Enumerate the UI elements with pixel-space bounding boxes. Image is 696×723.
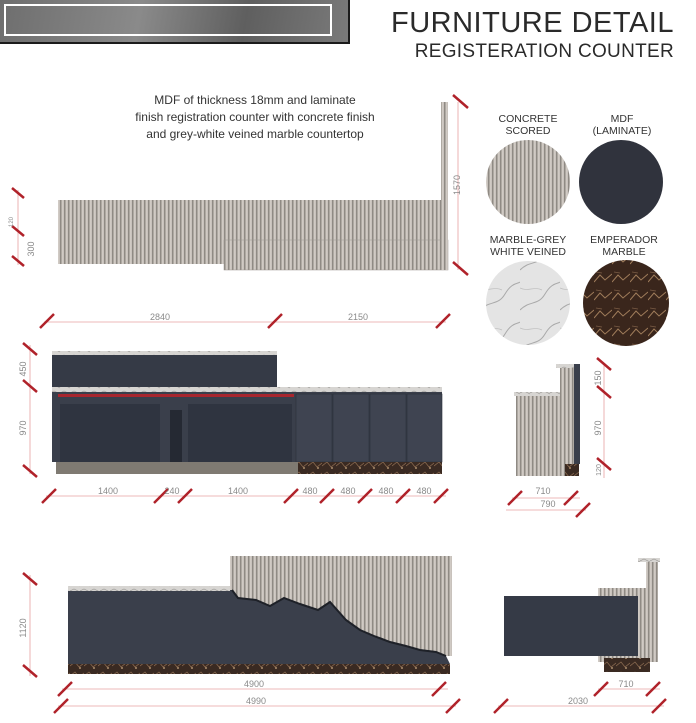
dim-front-span-1: 1400 — [97, 486, 119, 496]
dim-plan-height: 1570 — [452, 174, 462, 196]
front-plinth-concrete — [56, 462, 298, 474]
swatch-concrete — [486, 140, 570, 224]
dim-side-perspective-b: 2030 — [567, 696, 589, 706]
dim-side-perspective-a: 710 — [618, 679, 634, 689]
front-countertop — [52, 387, 442, 392]
dim-perspective-height: 1120 — [18, 618, 28, 638]
front-upper-panel — [52, 355, 277, 388]
front-plinth-marble — [298, 462, 442, 474]
material-description: MDF of thickness 18mm and laminate finish registration counter with concrete finish and grey-white veined marble countertop — [135, 93, 375, 141]
dim-side-mid: 970 — [593, 420, 603, 436]
dim-front-span-4: 480 — [302, 486, 318, 496]
dim-front-span-7: 480 — [416, 486, 432, 496]
perspective-plinth — [68, 664, 450, 674]
plan-concrete-low — [224, 240, 448, 270]
page-title: FURNITURE DETAIL — [391, 7, 674, 39]
label-marble: MARBLE-GREY WHITE VEINED — [489, 234, 567, 258]
dim-front-span-3: 1400 — [227, 486, 249, 496]
plan-view — [9, 95, 468, 328]
label-concrete: CONCRETE SCORED — [498, 113, 558, 137]
dim-side-w2: 790 — [540, 499, 556, 509]
dim-front-span-6: 480 — [378, 486, 394, 496]
side-perspective — [494, 558, 666, 713]
label-emperador: EMPERADOR MARBLE — [590, 234, 658, 258]
front-elevation — [18, 343, 448, 503]
dim-perspective-inner: 4900 — [243, 679, 265, 689]
dim-perspective-outer: 4990 — [245, 696, 267, 706]
swatch-mdf — [579, 140, 663, 224]
dim-plan-side-small: 120 — [9, 216, 15, 228]
dim-front-upper: 450 — [18, 361, 28, 377]
dim-side-lower: 120 — [596, 464, 603, 476]
plan-return-wall — [441, 102, 448, 270]
dim-side-w1: 710 — [535, 486, 551, 496]
label-mdf: MDF (LAMINATE) — [592, 113, 652, 137]
dim-front-span-5: 480 — [340, 486, 356, 496]
side-perspective-panel — [504, 596, 638, 656]
dim-plan-len-b: 2150 — [347, 312, 369, 322]
dim-plan-len-a: 2840 — [149, 312, 171, 322]
swatch-marble — [486, 261, 570, 345]
dim-side-upper: 150 — [593, 370, 603, 386]
front-perspective — [18, 556, 460, 713]
swatch-emperador — [583, 260, 669, 346]
dim-front-span-2: 240 — [164, 486, 180, 496]
page-subtitle: REGISTERATION COUNTER — [414, 41, 674, 62]
side-elevation — [506, 358, 611, 517]
dim-front-lower: 970 — [18, 420, 28, 436]
dim-plan-side-large: 300 — [26, 241, 36, 257]
